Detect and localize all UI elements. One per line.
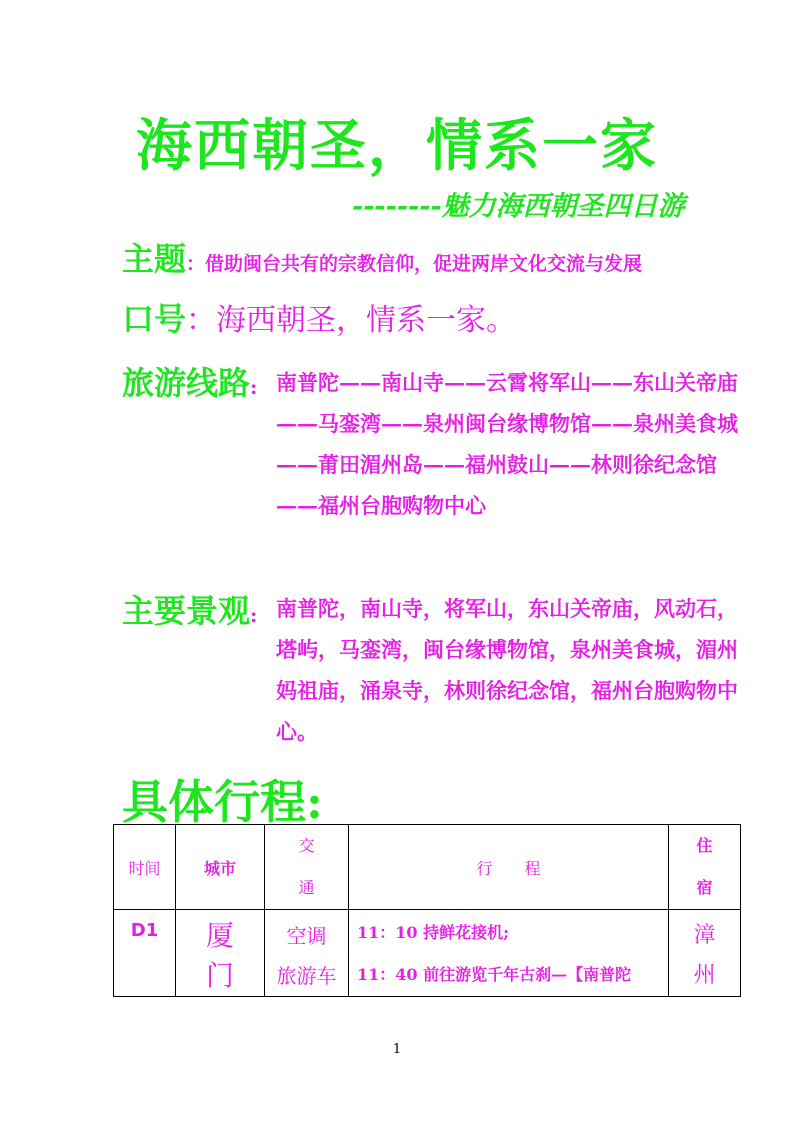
page-number: 1 — [392, 1042, 402, 1057]
slogan-label: 口号 — [122, 300, 187, 338]
header-time: 时间 — [114, 825, 176, 910]
sights-value: 南普陀，南山寺，将军山，东山关帝庙，风动石，塔屿，马銮湾，闽台缘博物馆，泉州美食城，湄州妈祖庙，涌泉寺，林则徐纪念馆，福州台胞购物中心。 — [276, 596, 738, 744]
itinerary-heading: 具体行程: — [122, 775, 323, 829]
row-stay-line2: 州 — [693, 963, 716, 988]
route-label: 旅游线路 — [122, 364, 251, 402]
theme-row — [122, 234, 642, 280]
row-stay — [669, 910, 741, 997]
row-stay-line1: 漳 — [693, 923, 716, 948]
route-colon: : — [250, 375, 258, 399]
table-header-row — [114, 825, 741, 910]
row-transport-line2: 旅游车 — [276, 964, 337, 988]
header-transport — [265, 825, 349, 910]
row-city — [176, 910, 265, 997]
theme-value: 借助闽台共有的宗教信仰，促进两岸文化交流与发展 — [205, 253, 643, 275]
row-plan-line1: 11：10 持鲜花接机; — [357, 923, 510, 942]
route-value: 南普陀——南山寺——云霄将军山——东山关帝庙——马銮湾——泉州闽台缘博物馆——泉州美食城——莆田湄州岛——福州鼓山——林则徐纪念馆——福州台胞购物中心 — [276, 370, 738, 518]
header-transport-line2: 通 — [298, 878, 315, 897]
sights-label-row — [122, 586, 257, 632]
page-title: 海西朝圣，情系一家 — [136, 113, 658, 179]
row-plan — [349, 910, 669, 997]
slogan-row — [122, 294, 516, 340]
row-city-line2: 门 — [205, 959, 234, 992]
header-stay-line2: 宿 — [696, 878, 713, 897]
table-row — [114, 910, 741, 997]
header-transport-line1: 交 — [298, 836, 315, 855]
row-city-line1: 厦 — [205, 919, 234, 952]
header-city: 城市 — [176, 825, 265, 910]
theme-label: 主题 — [122, 240, 187, 278]
sights-label: 主要景观 — [122, 592, 251, 630]
header-stay — [669, 825, 741, 910]
theme-colon: ： — [186, 253, 206, 275]
row-transport-line1: 空调 — [286, 924, 327, 948]
row-transport — [265, 910, 349, 997]
header-stay-line1: 住 — [696, 836, 713, 855]
route-label-row — [122, 358, 257, 404]
row-plan-line2: 11：40 前往游览千年古刹—【南普陀 — [357, 965, 632, 984]
header-plan: 行 程 — [349, 825, 669, 910]
slogan-colon: ： — [186, 303, 217, 338]
page-subtitle: --------魅力海西朝圣四日游 — [352, 191, 685, 222]
itinerary-table — [113, 824, 741, 997]
row-day: D1 — [114, 910, 176, 997]
slogan-value: 海西朝圣，情系一家。 — [216, 303, 517, 338]
sights-colon: : — [250, 603, 258, 627]
